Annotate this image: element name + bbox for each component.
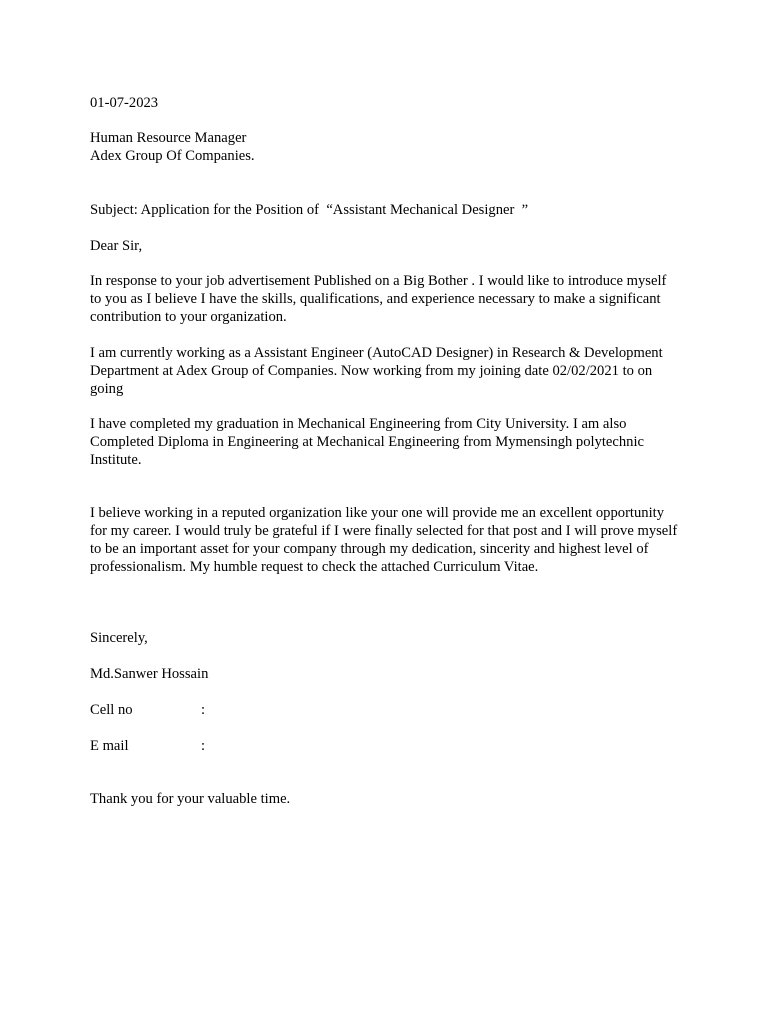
email-label: E mail bbox=[90, 738, 129, 754]
paragraph-intro: In response to your job advertisement Published on a Big Bother . I would like to introduce myself to you as I believe I have the skills, qualifications, and experience necessary to make a significant contribution to your organization. bbox=[90, 273, 667, 325]
paragraph-education: I have completed my graduation in Mechanical Engineering from City University. I am also Completed Diploma in Engineering at Mechanical Engineering from Mymensingh polytechnic Institute. bbox=[90, 416, 645, 468]
thanks-line: Thank you for your valuable time. bbox=[90, 791, 291, 807]
paragraph-motivation: I believe working in a reputed organization like your one will provide me an excellent opportunity for my career. I would truly be grateful if I were finally selected for that post and I will prove myself to be an important asset for your company through my dedication, sincerity and highest level of professionalism. My humble request to check the attached Curriculum Vitae. bbox=[90, 505, 678, 575]
recipient-company: Adex Group Of Companies. bbox=[90, 148, 255, 164]
recipient-title: Human Resource Manager bbox=[90, 130, 247, 146]
email-separator: : bbox=[201, 738, 206, 754]
salutation: Dear Sir, bbox=[90, 238, 143, 254]
paragraph-current-job: I am currently working as a Assistant Engineer (AutoCAD Designer) in Research & Development Department at Adex Group of Companies. Now working from my joining date 02/02/2021 to on going bbox=[90, 345, 663, 397]
signer-name: Md.Sanwer Hossain bbox=[90, 666, 209, 682]
subject-line: Subject: Application for the Position of “Assistant Mechanical Designer ” bbox=[90, 202, 529, 218]
letter-date: 01-07-2023 bbox=[90, 95, 159, 111]
cell-separator: : bbox=[201, 702, 206, 718]
closing: Sincerely, bbox=[90, 630, 148, 646]
cell-label: Cell no bbox=[90, 702, 133, 718]
